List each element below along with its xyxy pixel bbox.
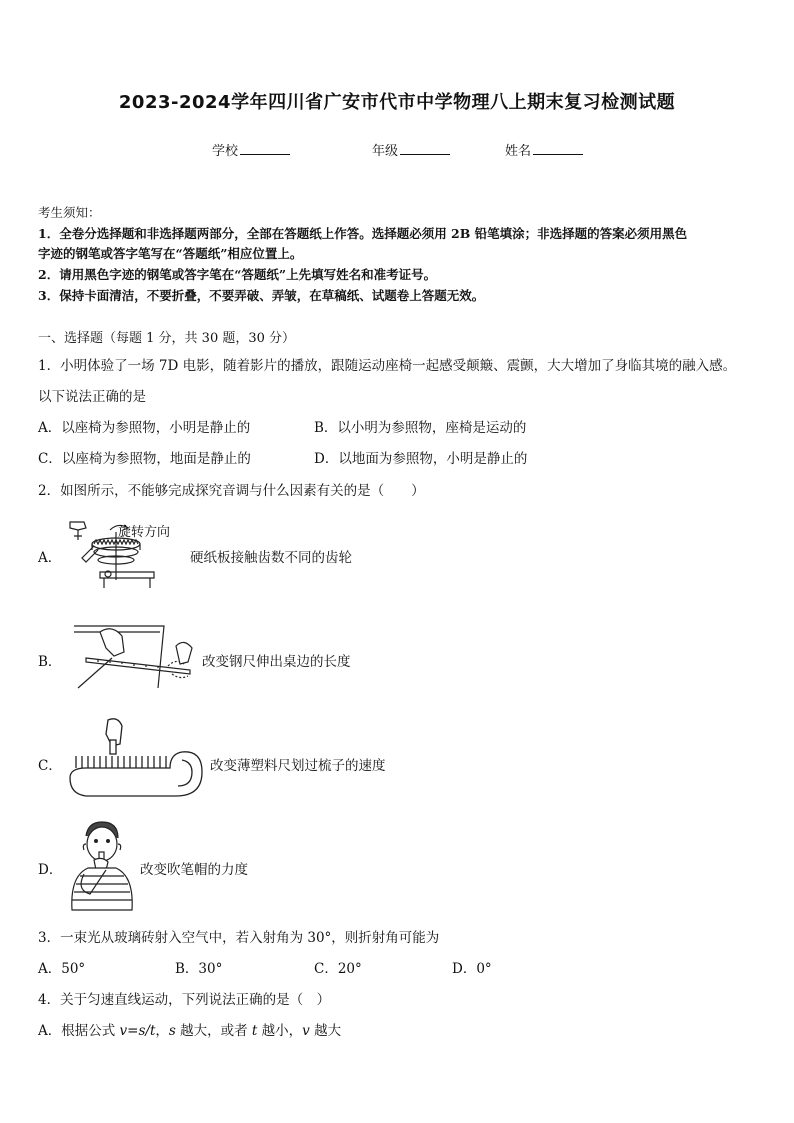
- q1-stem: 1．小明体验了一场 7D 电影，随着影片的播放，跟随运动座椅一起感受颠簸、震颤，大大增加了身临其境的融入感。: [38, 358, 737, 374]
- q3-option-c: C．20°: [314, 961, 362, 977]
- q4-option-a-t: t: [251, 1023, 258, 1039]
- q2-option-d-label: D．: [38, 862, 63, 878]
- q4-option-a-mid: 越大，或者: [175, 1023, 252, 1039]
- q3-option-a: A．50°: [38, 961, 86, 977]
- q1-stem-2: 以下说法正确的是: [38, 389, 146, 405]
- grade-field: [372, 140, 450, 159]
- grade-blank: [400, 142, 450, 155]
- grade-label: 年级: [372, 144, 399, 159]
- q1-option-d: D．以地面为参照物，小明是静止的: [314, 451, 528, 467]
- name-field: [505, 140, 583, 159]
- q1-option-b: B．以小明为参照物，座椅是运动的: [314, 420, 527, 436]
- notice-line-1: 1．全卷分选择题和非选择题两部分，全部在答题纸上作答。选择题必须用 2B 铅笔填涂；非选择题的答案必须用黑色: [38, 226, 688, 241]
- q4-option-a-formula: v=s/t: [119, 1023, 156, 1039]
- school-label: 学校: [212, 144, 239, 159]
- q2-option-c-text: 改变薄塑料尺划过梳子的速度: [210, 758, 386, 774]
- q2-option-b-text: 改变钢尺伸出桌边的长度: [202, 654, 351, 670]
- q4-option-a-suffix: 越大: [309, 1023, 342, 1039]
- q2-option-c-label: C．: [38, 758, 62, 774]
- rotation-direction-label: 旋转方向: [118, 525, 171, 540]
- q4-option-a-sep: ，: [155, 1023, 169, 1039]
- notice-line-1b: 字迹的钢笔或答字笔写在“答题纸”相应位置上。: [38, 246, 303, 261]
- q1-option-a: A．以座椅为参照物，小明是静止的: [38, 420, 251, 436]
- notice-line-3: 3．保持卡面清洁，不要折叠，不要弄破、弄皱，在草稿纸、试题卷上答题无效。: [38, 288, 485, 303]
- q2-option-b-label: B．: [38, 654, 62, 670]
- name-label: 姓名: [505, 144, 532, 159]
- q4-option-a-mid2: 越小，: [257, 1023, 303, 1039]
- page-title: 2023-2024学年四川省广安市代市中学物理八上期末复习检测试题: [118, 92, 676, 113]
- comb-figure: [66, 716, 206, 802]
- q2-stem: 2．如图所示，不能够完成探究音调与什么因素有关的是（ ）: [38, 483, 425, 499]
- ruler-on-table-figure: [72, 618, 200, 694]
- q4-option-a-prefix: A．根据公式: [38, 1023, 120, 1039]
- q3-stem: 3．一束光从玻璃砖射入空气中，若入射角为 30°，则折射角可能为: [38, 930, 440, 946]
- q3-option-d: D．0°: [452, 961, 492, 977]
- q4-option-a: [38, 1019, 341, 1039]
- boy-blowing-figure: [66, 820, 138, 912]
- section-heading: 一、选择题（每题 1 分，共 30 题，30 分）: [38, 331, 296, 346]
- q4-stem: 4．关于匀速直线运动，下列说法正确的是（ ）: [38, 992, 331, 1008]
- q1-option-c: C．以座椅为参照物，地面是静止的: [38, 451, 251, 467]
- school-blank: [240, 142, 290, 155]
- school-field: [212, 140, 290, 159]
- q2-option-a-text: 硬纸板接触齿数不同的齿轮: [190, 550, 352, 566]
- name-blank: [533, 142, 583, 155]
- q2-option-a-label: A．: [38, 550, 62, 566]
- q3-option-b: B．30°: [175, 961, 223, 977]
- notice-line-2: 2．请用黑色字迹的钢笔或答字笔在“答题纸”上先填写姓名和准考证号。: [38, 267, 437, 282]
- q4-option-a-v: v: [302, 1023, 310, 1039]
- q2-option-d-text: 改变吹笔帽的力度: [140, 862, 248, 878]
- notice-heading: 考生须知：: [38, 205, 101, 220]
- q4-option-a-s: s: [168, 1023, 176, 1039]
